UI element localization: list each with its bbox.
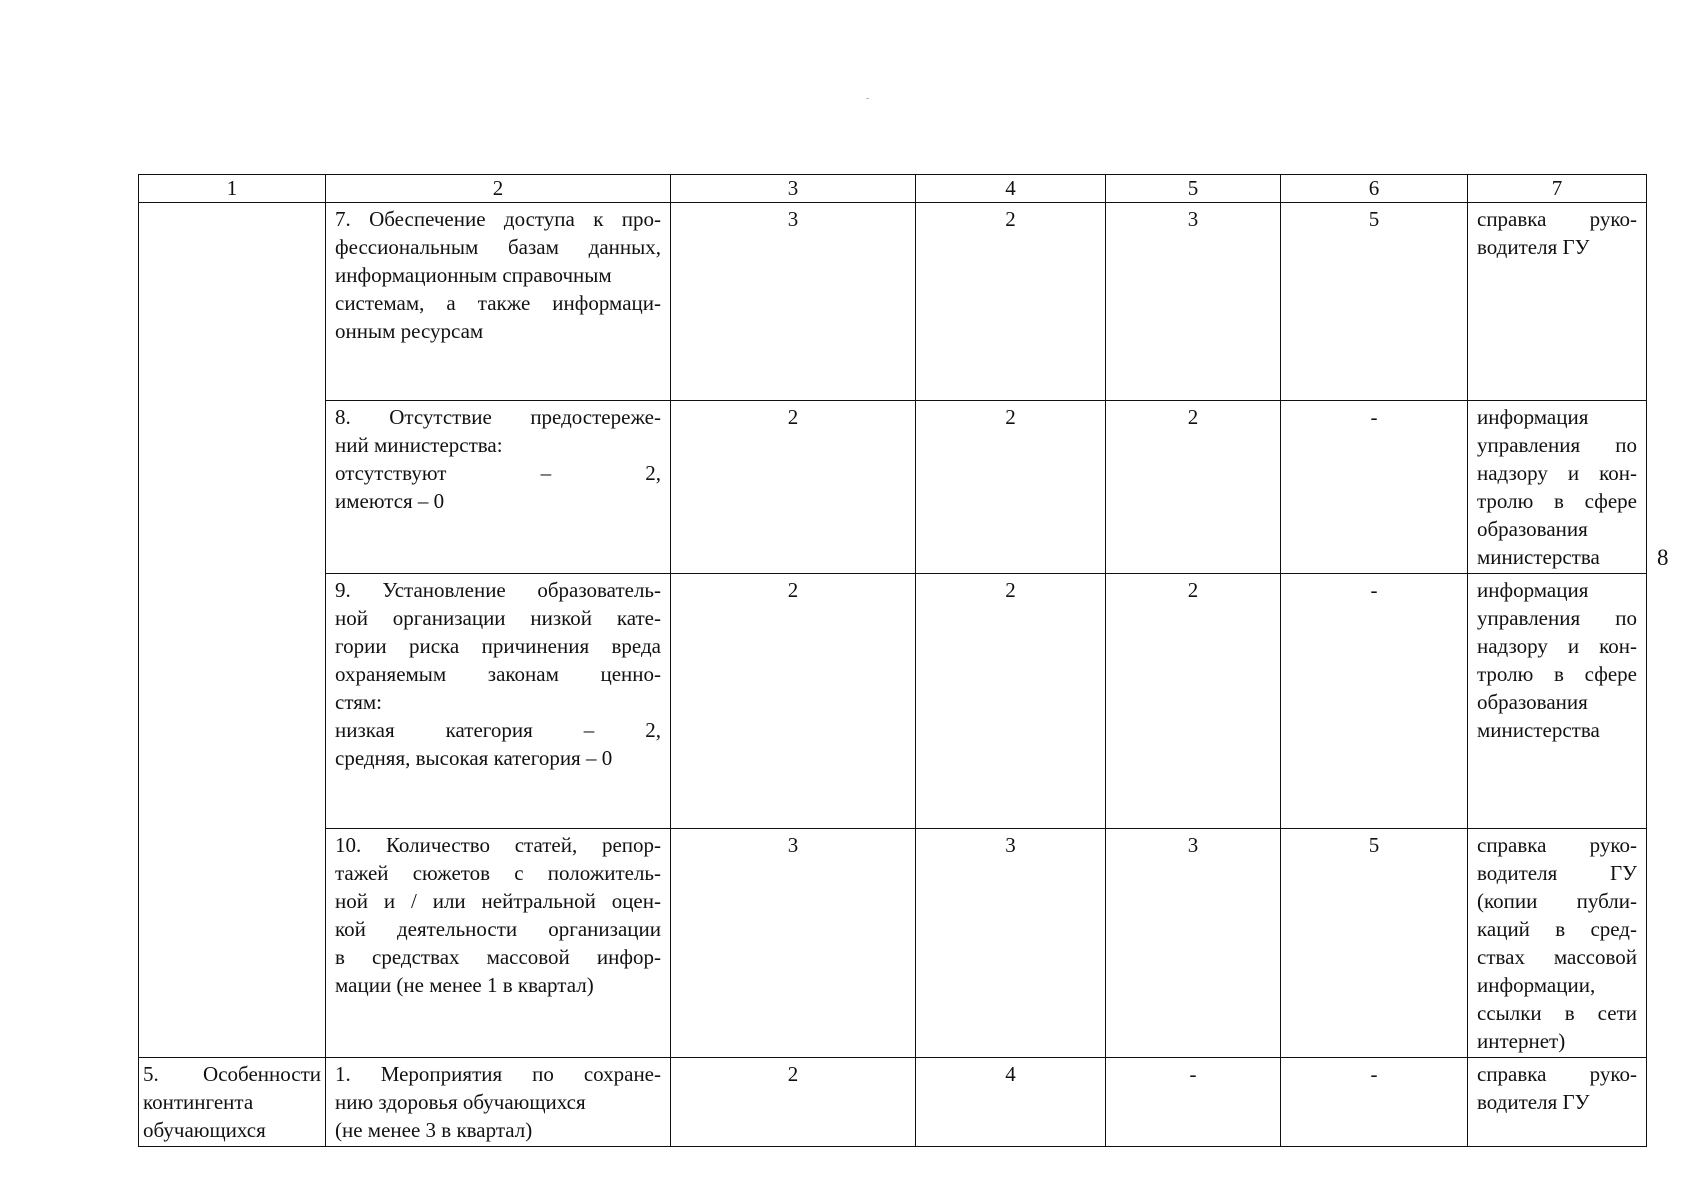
- source-line: (копии публи-: [1477, 889, 1637, 913]
- indicator-line: (не менее 3 в квартал): [335, 1118, 533, 1142]
- source-line: информация: [1477, 405, 1589, 429]
- source-line: водителя ГУ: [1477, 1090, 1590, 1114]
- indicator-line: кой деятельности организации: [335, 917, 661, 941]
- source-line: министерства: [1477, 545, 1600, 569]
- indicator-line: стям:: [335, 690, 383, 714]
- score-cell-col4: 2: [916, 203, 1106, 401]
- score-cell-col3: 3: [671, 829, 916, 1058]
- indicator-line: имеются – 0: [335, 489, 445, 513]
- indicator-line: 1. Мероприятия по сохране-: [335, 1062, 661, 1086]
- source-line: справка руко-: [1477, 1062, 1637, 1086]
- criterion-cell: [139, 1058, 326, 1147]
- criterion-line: обучающихся: [143, 1118, 266, 1142]
- source-line: ссылки в сети: [1477, 1001, 1637, 1025]
- source-cell: [1468, 203, 1647, 401]
- indicator-line: системам, а также информаци-: [335, 291, 661, 315]
- indicator-line: мации (не менее 1 в квартал): [335, 973, 594, 997]
- source-line: тролю в сфере: [1477, 489, 1637, 513]
- indicator-line: в средствах массовой инфор-: [335, 945, 661, 969]
- header-cell-7: 7: [1468, 175, 1647, 203]
- indicator-cell: [326, 574, 671, 829]
- table-row: [139, 401, 1647, 574]
- indicator-line: фессиональным базам данных,: [335, 235, 661, 259]
- source-line: каций в сред-: [1477, 917, 1637, 941]
- criteria-table: [138, 174, 1647, 1147]
- table-row: [139, 829, 1647, 1058]
- indicator-line: информационным справочным: [335, 263, 612, 287]
- source-line: водителя ГУ: [1477, 235, 1590, 259]
- score-cell-col6: 5: [1281, 829, 1468, 1058]
- score-cell-col4: 4: [916, 1058, 1106, 1147]
- source-line: тролю в сфере: [1477, 662, 1637, 686]
- score-cell-col4: 2: [916, 401, 1106, 574]
- score-cell-col3: 2: [671, 574, 916, 829]
- indicator-line: нию здоровья обучающихся: [335, 1090, 586, 1114]
- source-line: министерства: [1477, 718, 1600, 742]
- score-cell-col6: -: [1281, 574, 1468, 829]
- score-cell-col6: -: [1281, 1058, 1468, 1147]
- score-cell-col6: 5: [1281, 203, 1468, 401]
- header-cell-6: 6: [1281, 175, 1468, 203]
- score-cell-col5: 3: [1106, 829, 1281, 1058]
- header-cell-3: 3: [671, 175, 916, 203]
- table-row: [139, 203, 1647, 401]
- source-line: водителя ГУ: [1477, 861, 1637, 885]
- indicator-line: 8. Отсутствие предостереже-: [335, 405, 661, 429]
- scan-speck: [866, 98, 869, 99]
- score-cell-col4: 2: [916, 574, 1106, 829]
- indicator-line: охраняемым законам ценно-: [335, 662, 661, 686]
- indicator-cell: [326, 829, 671, 1058]
- header-cell-1: 1: [139, 175, 326, 203]
- header-cell-4: 4: [916, 175, 1106, 203]
- score-cell-col3: 2: [671, 1058, 916, 1147]
- score-cell-col5: 2: [1106, 401, 1281, 574]
- source-line: образования: [1477, 690, 1588, 714]
- source-line: управления по: [1477, 606, 1637, 630]
- source-cell: [1468, 401, 1647, 574]
- source-line: интернет): [1477, 1029, 1566, 1053]
- source-line: справка руко-: [1477, 207, 1637, 231]
- indicator-line: 7. Обеспечение доступа к про-: [335, 207, 661, 231]
- indicator-cell: [326, 1058, 671, 1147]
- indicator-line: средняя, высокая категория – 0: [335, 746, 613, 770]
- score-cell-col6: -: [1281, 401, 1468, 574]
- table-body: [139, 175, 1647, 1147]
- source-line: надзору и кон-: [1477, 634, 1637, 658]
- source-line: информации,: [1477, 973, 1596, 997]
- source-line: информация: [1477, 578, 1589, 602]
- indicator-line: онным ресурсам: [335, 319, 484, 343]
- score-cell-col3: 3: [671, 203, 916, 401]
- indicator-line: гории риска причинения вреда: [335, 634, 661, 658]
- criterion-line: 5. Особенности: [143, 1062, 321, 1086]
- page-number: 8: [1657, 545, 1669, 570]
- score-cell-col5: 3: [1106, 203, 1281, 401]
- table-row: [139, 1058, 1647, 1147]
- indicator-line: тажей сюжетов с положитель-: [335, 861, 661, 885]
- indicator-cell: [326, 401, 671, 574]
- header-cell-2: 2: [326, 175, 671, 203]
- source-line: образования: [1477, 517, 1588, 541]
- source-cell: [1468, 829, 1647, 1058]
- indicator-line: 10. Количество статей, репор-: [335, 833, 661, 857]
- indicator-line: 9. Установление образователь-: [335, 578, 661, 602]
- header-cell-5: 5: [1106, 175, 1281, 203]
- indicator-line: ной и / или нейтральной оцен-: [335, 889, 661, 913]
- table-row: [139, 574, 1647, 829]
- indicator-line: ной организации низкой кате-: [335, 606, 661, 630]
- source-line: ствах массовой: [1477, 945, 1637, 969]
- score-cell-col5: 2: [1106, 574, 1281, 829]
- indicator-line: низкая категория – 2,: [335, 718, 661, 742]
- indicator-cell: [326, 203, 671, 401]
- indicator-line: ний министерства:: [335, 433, 503, 457]
- indicator-line: отсутствуют – 2,: [335, 461, 661, 485]
- source-line: надзору и кон-: [1477, 461, 1637, 485]
- criterion-cell-empty: [139, 203, 326, 1058]
- score-cell-col5: -: [1106, 1058, 1281, 1147]
- header-row: [139, 175, 1647, 203]
- source-cell: [1468, 1058, 1647, 1147]
- score-cell-col3: 2: [671, 401, 916, 574]
- source-line: управления по: [1477, 433, 1637, 457]
- score-cell-col4: 3: [916, 829, 1106, 1058]
- criterion-line: контингента: [143, 1090, 254, 1114]
- source-line: справка руко-: [1477, 833, 1637, 857]
- source-cell: [1468, 574, 1647, 829]
